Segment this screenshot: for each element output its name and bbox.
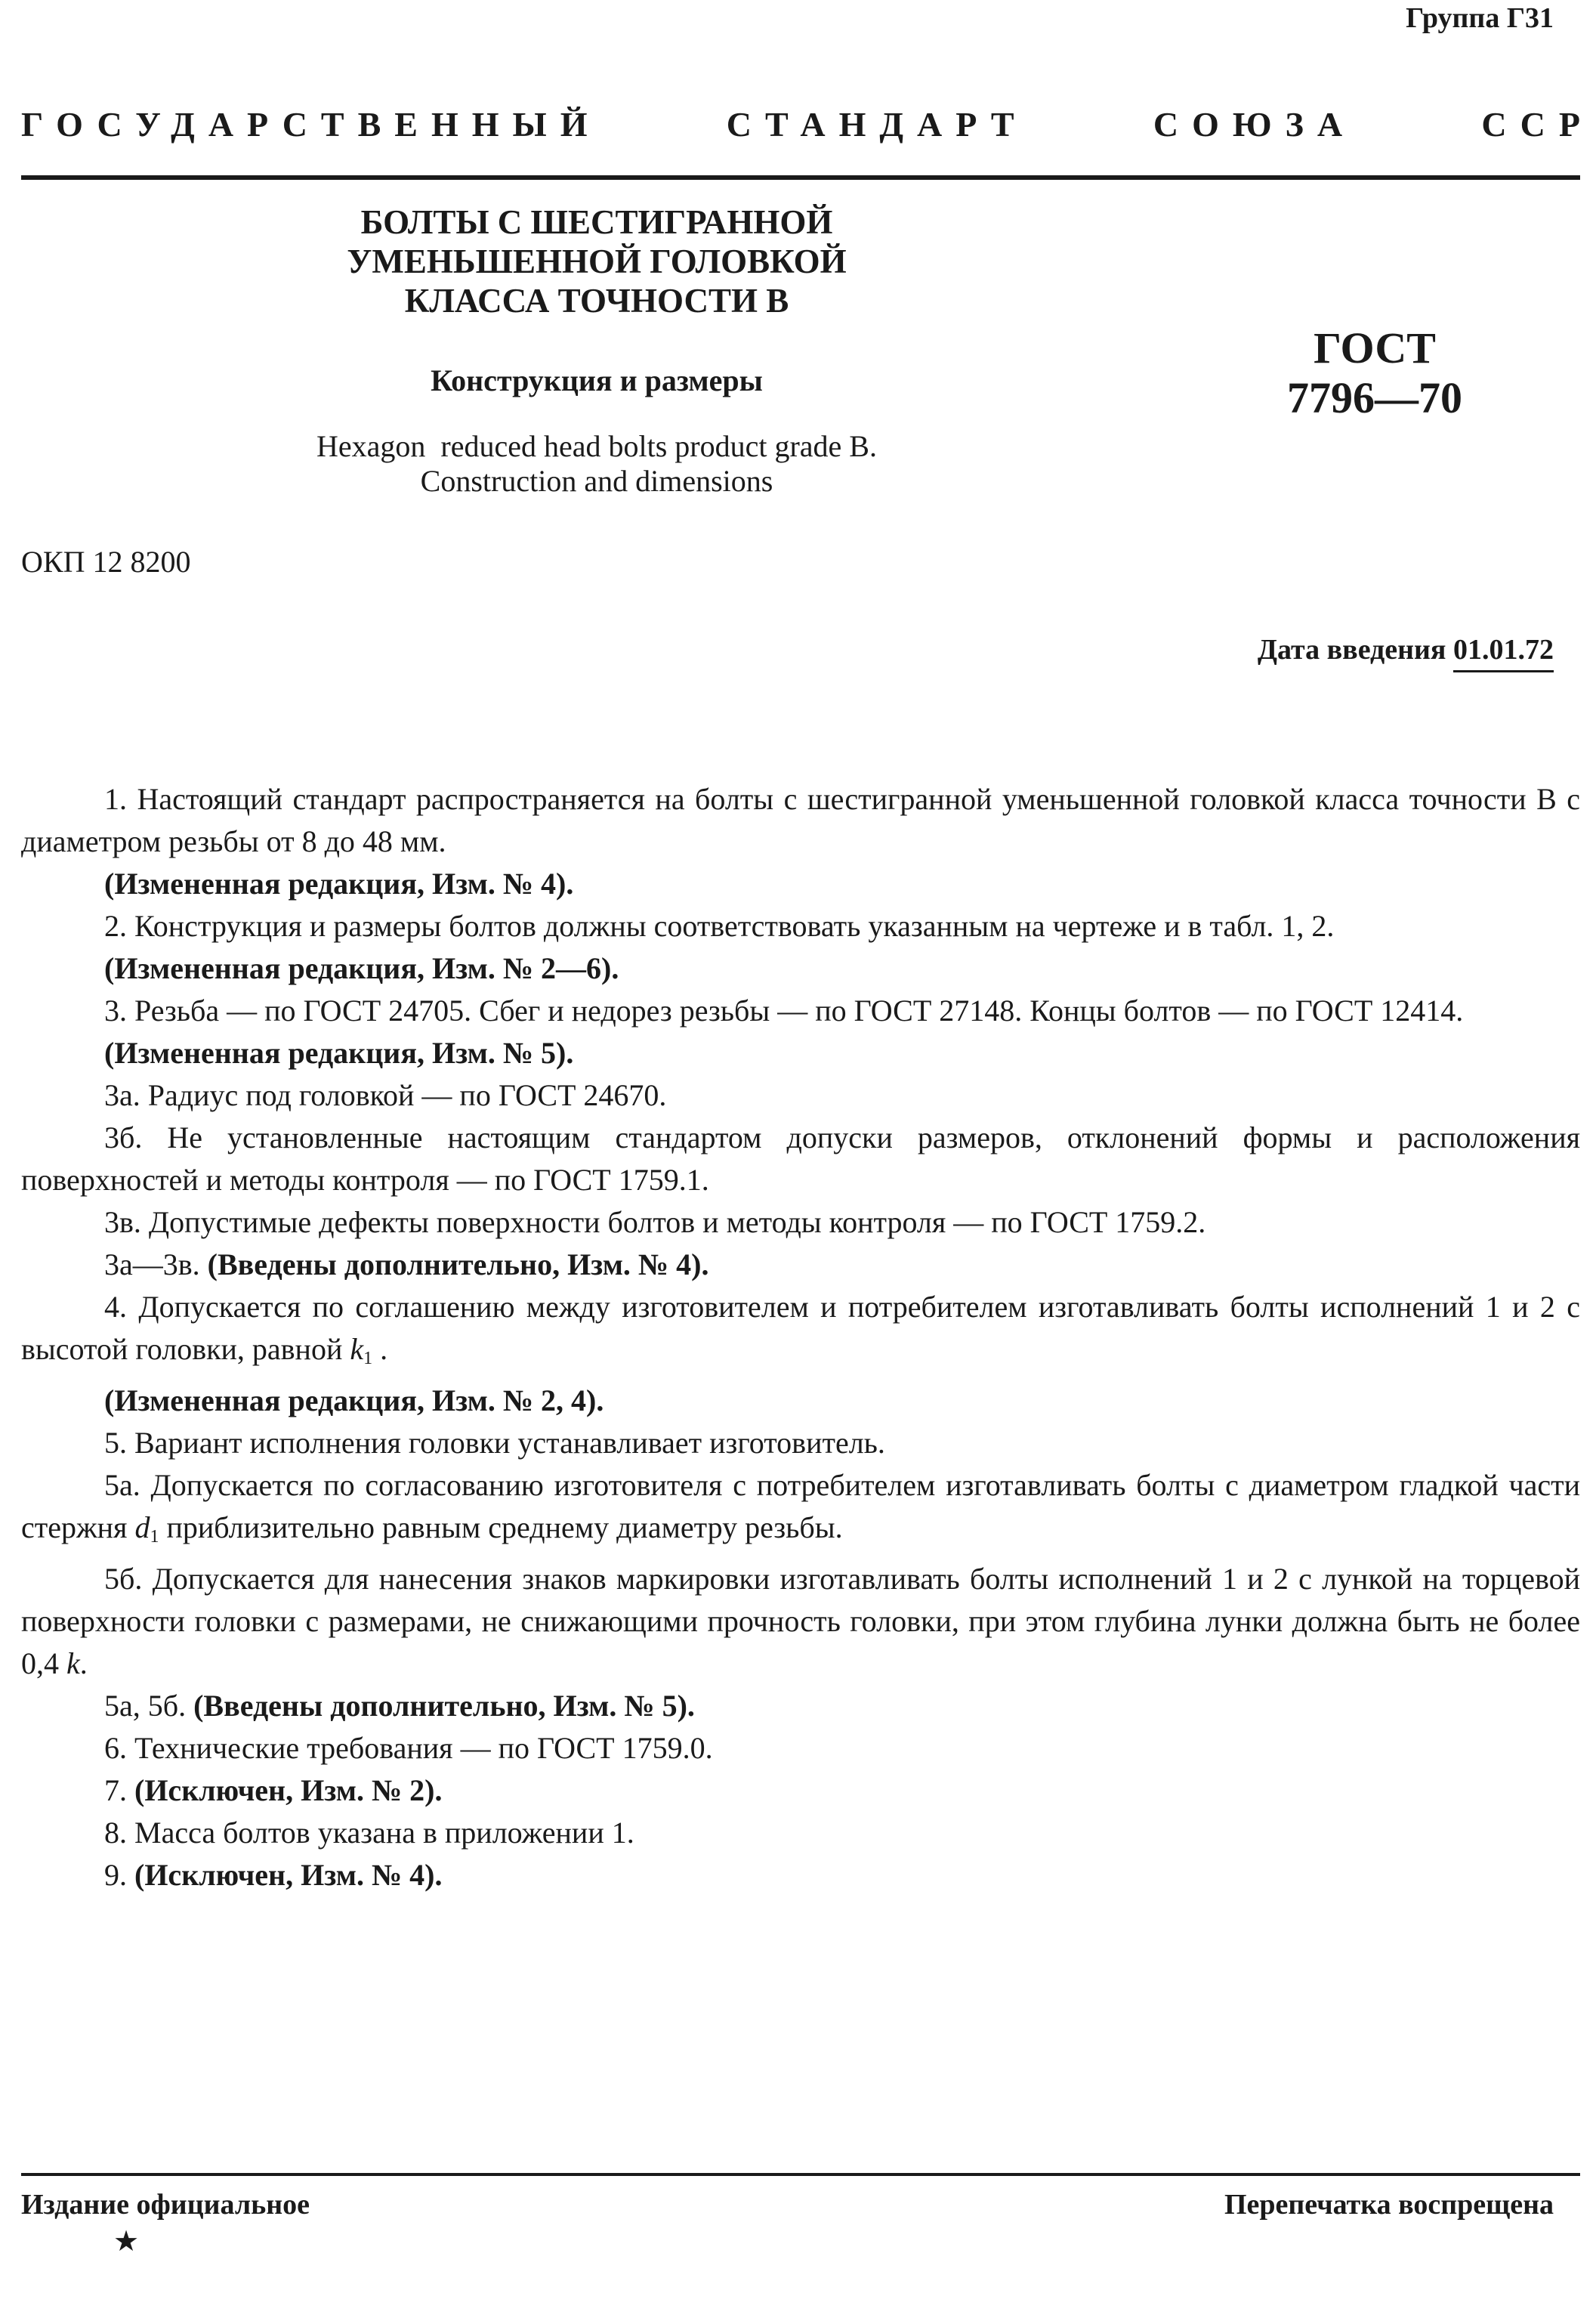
title-line-2: УМЕНЬШЕННОЙ ГОЛОВКОЙ [347, 243, 847, 280]
title-line-1: БОЛТЫ С ШЕСТИГРАННОЙ [360, 203, 833, 241]
clause-3a: 3а. Радиус под головкой — по ГОСТ 24670. [104, 1078, 667, 1112]
header-divider [21, 175, 1580, 180]
title-line-3: КЛАССА ТОЧНОСТИ В [404, 282, 789, 320]
clause-7-prefix: 7. [104, 1773, 127, 1807]
clause-5a [21, 1464, 1580, 1558]
clause-9-prefix: 9. [104, 1858, 127, 1892]
clause-5a-5b-note: (Введены дополнительно, Изм. № 5). [193, 1689, 695, 1723]
clause-5a-variable: d [134, 1510, 150, 1544]
document-title-english [227, 429, 967, 499]
english-title-line-1: Hexagon reduced head bolts product grade B. [316, 429, 877, 463]
clause-1-note: (Измененная редакция, Изм. № 4). [104, 867, 574, 901]
clause-5: 5. Вариант исполнения головки устанавливает изготовитель. [104, 1426, 885, 1460]
gost-designation [1239, 323, 1511, 423]
clause-3a-3v-prefix: 3а—3в. [104, 1247, 200, 1281]
header-word-2: СТАНДАРТ [726, 105, 1028, 144]
clause-2-note: (Измененная редакция, Изм. № 2—6). [104, 951, 619, 985]
official-edition-label: Издание официальное [21, 2189, 310, 2221]
clause-9 [21, 1854, 1580, 1896]
footer-divider [21, 2173, 1580, 2176]
document-title [227, 202, 967, 320]
clause-7-note: (Исключен, Изм. № 2). [134, 1773, 443, 1807]
clause-5b-end: . [79, 1646, 88, 1680]
clause-5a-5b [21, 1685, 1580, 1727]
english-title-line-2: Construction and dimensions [420, 464, 773, 498]
document-body [21, 778, 1580, 1896]
clause-7 [21, 1769, 1580, 1812]
clause-4-text: 4. Допускается по соглашению между изготовителем и потребителем изготавливать болты исполнений 1 и 2 с высотой головки, равной [21, 1290, 1580, 1366]
clause-4-subscript: 1 [363, 1349, 373, 1368]
clause-5b [21, 1558, 1580, 1685]
clause-5a-end: приблизительно равным среднему диаметру резьбы. [166, 1510, 843, 1544]
okp-code: ОКП 12 8200 [21, 545, 191, 579]
clause-3: 3. Резьба — по ГОСТ 24705. Сбег и недорез резьбы — по ГОСТ 27148. Концы болтов — по ГОСТ 12414. [104, 994, 1464, 1028]
header-word-3: СОЮЗА [1153, 105, 1357, 144]
clause-8: 8. Масса болтов указана в приложении 1. [104, 1816, 634, 1850]
clause-5a-subscript: 1 [150, 1527, 159, 1547]
clause-1: 1. Настоящий стандарт распространяется на болты с шестигранной уменьшенной головкой класса точности В с диаметром резьбы от 8 до 48 мм. [21, 782, 1580, 858]
header-word-4: ССР [1481, 105, 1594, 144]
reprint-prohibited-label: Перепечатка воспрещена [1224, 2189, 1554, 2221]
effective-date-value: 01.01.72 [1453, 634, 1554, 672]
clause-5b-text: 5б. Допускается для нанесения знаков маркировки изготавливать болты исполнений 1 и 2 с лункой на торцевой поверхности головки с размерами, не снижающими прочность головки, при этом глубина лунки должна быть не более 0,4 [21, 1562, 1580, 1680]
clause-5a-text: 5а. Допускается по согласованию изготовителя с потребителем изготавливать болты с диаметром гладкой части стержня [21, 1468, 1580, 1544]
gost-number: 7796—70 [1287, 373, 1462, 422]
clause-3b: 3б. Не установленные настоящим стандартом допуски размеров, отклонений формы и расположения поверхностей и методы контроля — по ГОСТ 1759.1. [21, 1120, 1580, 1197]
clause-4-end: . [380, 1332, 388, 1366]
document-subtitle: Конструкция и размеры [431, 363, 763, 397]
clause-6: 6. Технические требования — по ГОСТ 1759.0. [104, 1731, 713, 1765]
clause-4-variable: k [350, 1332, 364, 1366]
clause-5a-5b-prefix: 5а, 5б. [104, 1689, 187, 1723]
effective-date-label: Дата введения [1257, 634, 1446, 666]
effective-date [1258, 633, 1554, 666]
header-word-1: ГОСУДАРСТВЕННЫЙ [21, 105, 601, 144]
clause-4 [21, 1286, 1580, 1380]
star-icon: ★ [113, 2226, 140, 2258]
clause-3a-3v-note: (Введены дополнительно, Изм. № 4). [207, 1247, 709, 1281]
clause-3-note: (Измененная редакция, Изм. № 5). [104, 1036, 574, 1070]
gost-label: ГОСТ [1314, 323, 1436, 372]
clause-9-note: (Исключен, Изм. № 4). [134, 1858, 443, 1892]
clause-3v: 3в. Допустимые дефекты поверхности болтов и методы контроля — по ГОСТ 1759.2. [104, 1205, 1206, 1239]
clause-4-note: (Измененная редакция, Изм. № 2, 4). [104, 1383, 604, 1417]
clause-5b-variable: k [66, 1646, 80, 1680]
clause-2: 2. Конструкция и размеры болтов должны соответствовать указанным на чертеже и в табл. 1, 2. [104, 909, 1335, 943]
clause-3a-3v [21, 1244, 1580, 1286]
state-standard-header [21, 104, 1594, 144]
group-label: Группа Г31 [1406, 2, 1554, 34]
